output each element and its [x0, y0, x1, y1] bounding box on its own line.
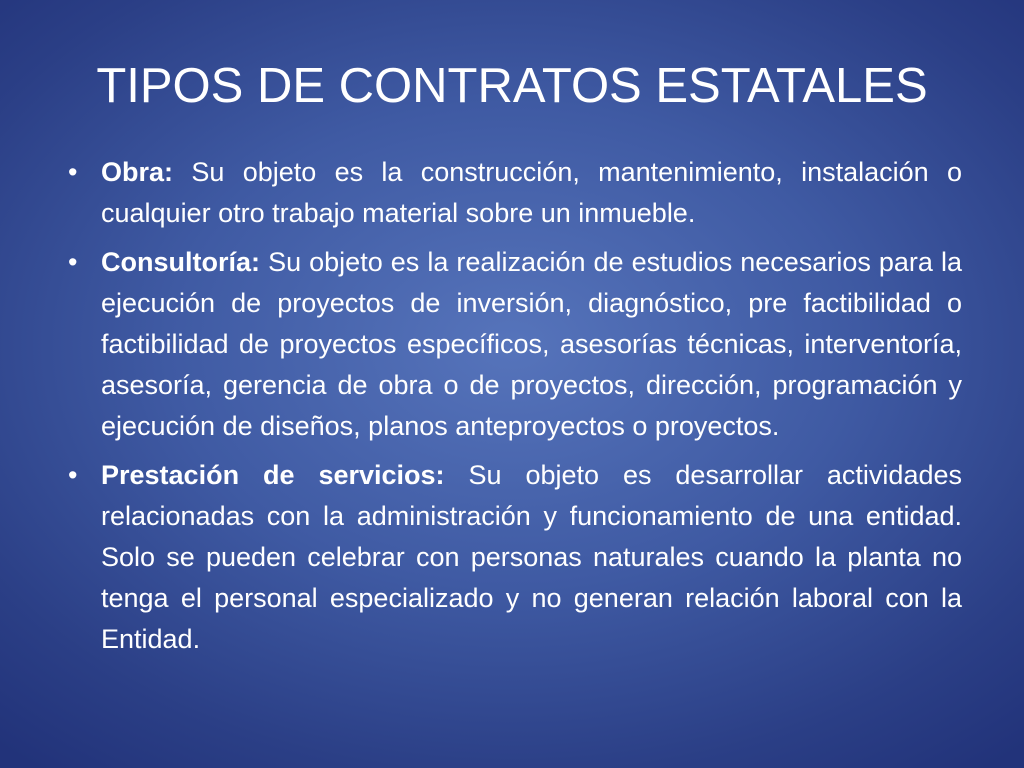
bullet-item-obra	[68, 152, 962, 234]
bullet-icon: •	[68, 247, 78, 277]
bullet-item-consultoria	[68, 242, 962, 447]
slide-title: TIPOS DE CONTRATOS ESTATALES	[96, 59, 928, 113]
bullet-list	[68, 152, 962, 668]
bullet-text: Su objeto es la construcción, mantenimiento, instalación o cualquier otro trabajo material sobre un inmueble.	[101, 157, 962, 228]
bullet-term: Obra:	[101, 157, 192, 187]
bullet-icon: •	[68, 460, 78, 490]
bullet-text: Su objeto es la realización de estudios necesarios para la ejecución de proyectos de inversión, diagnóstico, pre factibilidad o factibilidad de proyectos específicos, asesorías técnicas, interventoría, asesoría, gerencia de obra o de proyectos, dirección, programación y ejecución de diseños, planos anteproyectos o proyectos.	[101, 247, 963, 441]
bullet-term: Prestación de servicios:	[101, 460, 469, 490]
bullet-icon: •	[68, 157, 78, 187]
bullet-term: Consultoría:	[101, 247, 269, 277]
bullet-item-prestacion-servicios	[68, 455, 962, 660]
bullet-text: Su objeto es desarrollar actividades relacionadas con la administración y funcionamiento de una entidad. Solo se pueden celebrar con personas naturales cuando la planta no tenga el personal especializado y no generan relación laboral con la Entidad.	[101, 460, 962, 654]
